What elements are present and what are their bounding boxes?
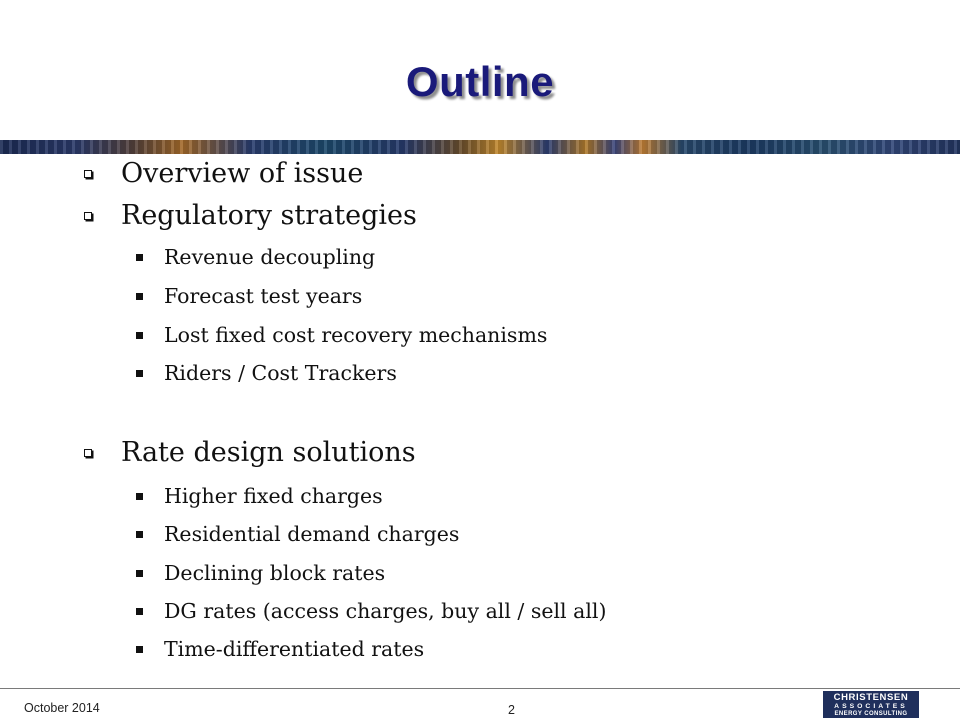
outline-subitem-text: Higher fixed charges xyxy=(164,484,383,508)
outline-subitem-text: Lost fixed cost recovery mechanisms xyxy=(164,323,548,347)
filled-square-bullet-icon xyxy=(136,254,143,261)
filled-square-bullet-icon xyxy=(136,293,143,300)
outline-item-text: Overview of issue xyxy=(121,158,364,189)
logo-line-1: CHRISTENSEN xyxy=(833,692,909,703)
logo-line-2: ASSOCIATES xyxy=(834,703,908,710)
outline-subitem-text: DG rates (access charges, buy all / sell all) xyxy=(164,599,607,623)
filled-square-bullet-icon xyxy=(136,332,143,339)
outline-subitem-text: Riders / Cost Trackers xyxy=(164,361,397,385)
footer-divider xyxy=(0,688,960,689)
filled-square-bullet-icon xyxy=(136,493,143,500)
slide-title: Outline xyxy=(405,58,555,105)
filled-square-bullet-icon xyxy=(136,646,143,653)
footer-date: October 2014 xyxy=(24,701,100,715)
page-number: 2 xyxy=(508,703,515,717)
hollow-square-bullet-icon xyxy=(84,212,92,220)
outline-subitem-text: Time-differentiated rates xyxy=(164,637,425,661)
filled-square-bullet-icon xyxy=(136,370,143,377)
outline-subitem-text: Residential demand charges xyxy=(164,522,460,546)
hollow-square-bullet-icon xyxy=(84,170,92,178)
logo-line-3: ENERGY CONSULTING xyxy=(834,711,908,717)
outline-subitem-text: Revenue decoupling xyxy=(164,245,376,269)
outline-subitem-text: Declining block rates xyxy=(164,561,386,585)
filled-square-bullet-icon xyxy=(136,531,143,538)
company-logo xyxy=(823,691,919,718)
filled-square-bullet-icon xyxy=(136,570,143,577)
outline-subitem-text: Forecast test years xyxy=(164,284,363,308)
outline-item-text: Regulatory strategies xyxy=(121,200,417,231)
outline-item-text: Rate design solutions xyxy=(121,437,416,468)
hollow-square-bullet-icon xyxy=(84,449,92,457)
filled-square-bullet-icon xyxy=(136,608,143,615)
